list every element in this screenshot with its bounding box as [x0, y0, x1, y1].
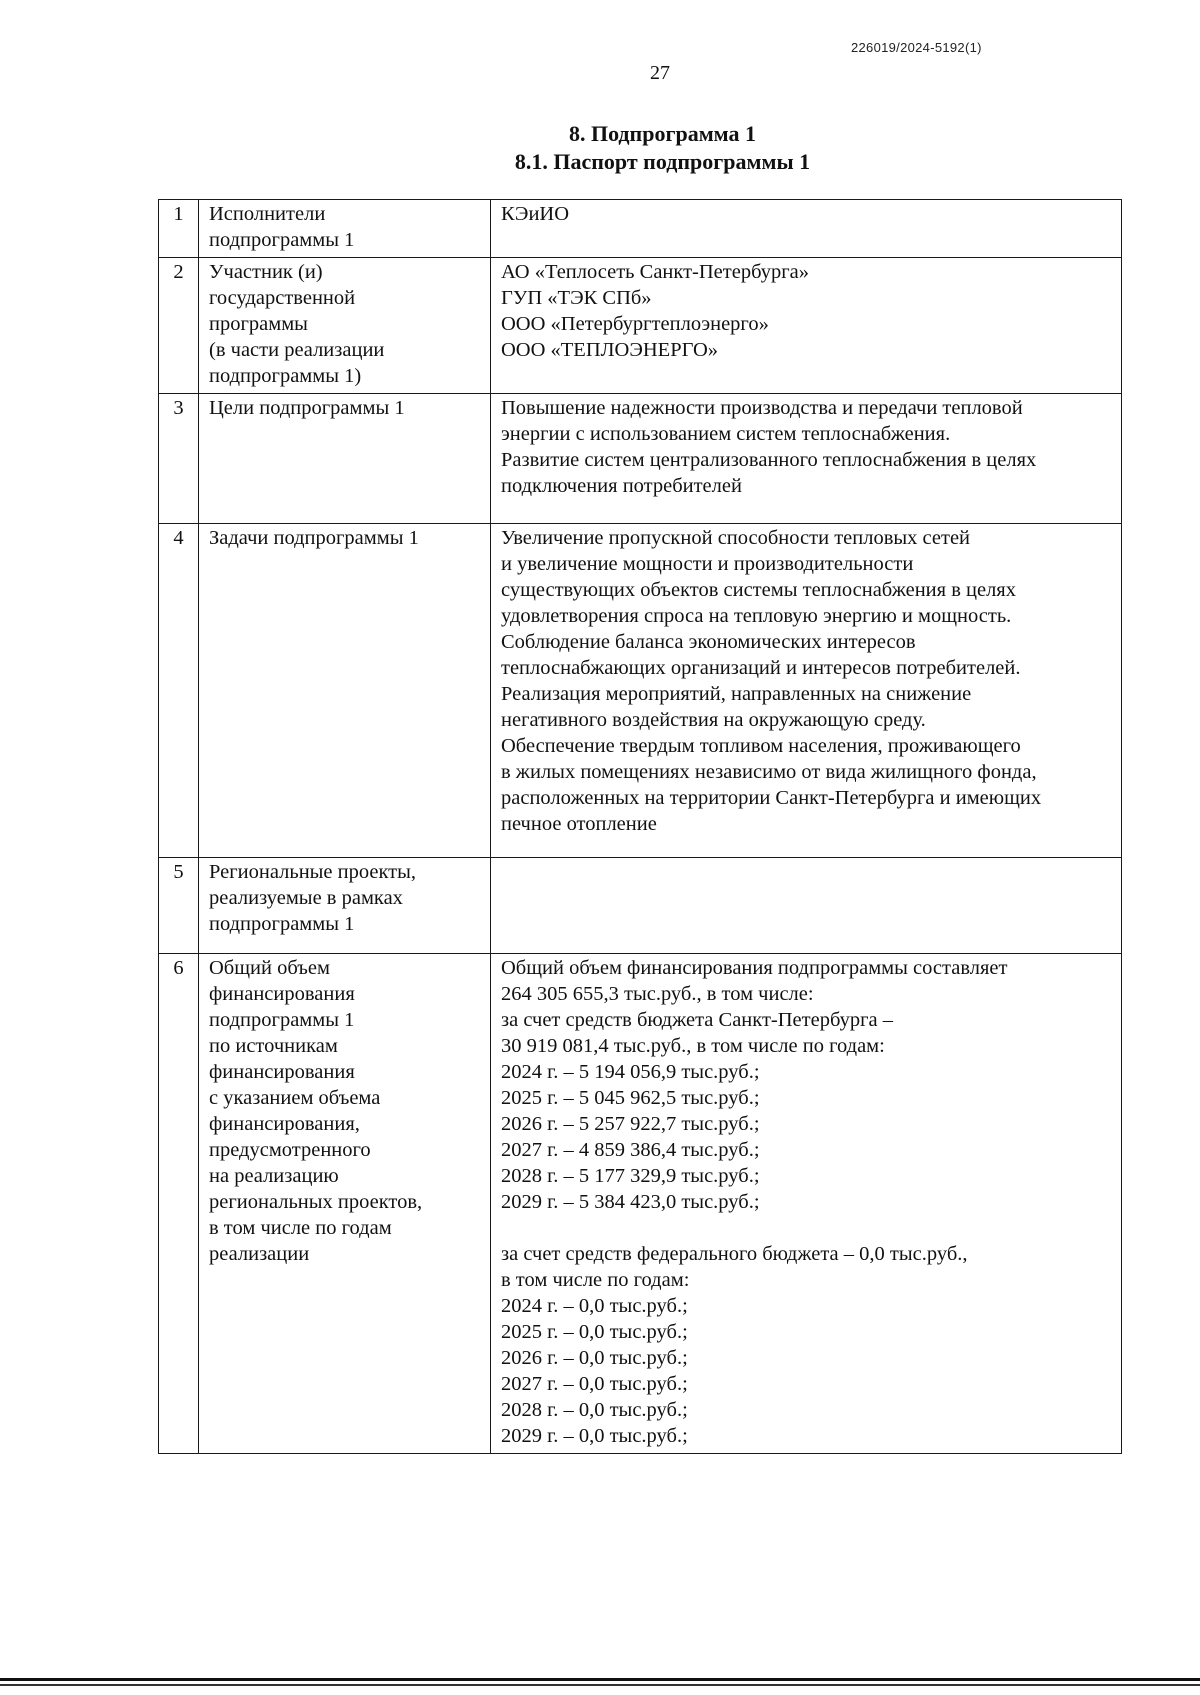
row-label-line: (в части реализации	[209, 339, 385, 361]
row-label-line: предусмотренного	[209, 1139, 371, 1161]
row-value-line: Увеличение пропускной способности тепловых сетей	[501, 527, 971, 549]
row-value	[491, 258, 1122, 394]
row-value-line: 2029 г. – 0,0 тыс.руб.;	[501, 1425, 688, 1447]
row-value	[491, 858, 1122, 954]
row-value-line: 2027 г. – 0,0 тыс.руб.;	[501, 1373, 688, 1395]
scan-edge-line	[0, 1684, 1200, 1686]
row-value-line: ООО «ТЕПЛОЭНЕРГО»	[501, 339, 719, 361]
scan-edge-line	[0, 1678, 1200, 1681]
row-value-line: 2026 г. – 5 257 922,7 тыс.руб.;	[501, 1113, 760, 1135]
row-label-line: Участник (и)	[209, 261, 323, 283]
row-value-line: за счет средств федерального бюджета – 0,0 тыс.руб.,	[501, 1243, 968, 1265]
row-value-line: Обеспечение твердым топливом населения, проживающего	[501, 735, 1021, 757]
row-number: 1	[159, 200, 199, 258]
row-value-line: 2027 г. – 4 859 386,4 тыс.руб.;	[501, 1139, 760, 1161]
row-label	[199, 858, 491, 954]
row-value-line: и увеличение мощности и производительности	[501, 553, 914, 575]
row-label	[199, 394, 491, 524]
row-label	[199, 524, 491, 858]
page-number: 27	[650, 62, 670, 84]
row-number: 4	[159, 524, 199, 858]
row-label-line: в том числе по годам	[209, 1217, 392, 1239]
subprogram-passport-table	[158, 199, 1122, 1454]
row-value-line: ГУП «ТЭК СПб»	[501, 287, 652, 309]
row-value-line: АО «Теплосеть Санкт-Петербурга»	[501, 261, 809, 283]
row-value-line: за счет средств бюджета Санкт-Петербурга –	[501, 1009, 893, 1031]
row-label-line: Региональные проекты,	[209, 861, 417, 883]
row-value-line: 264 305 655,3 тыс.руб., в том числе:	[501, 983, 814, 1005]
row-value	[491, 524, 1122, 858]
row-value-line: существующих объектов системы теплоснабжения в целях	[501, 579, 1016, 601]
passport-row	[159, 524, 1122, 858]
blank-line	[501, 1215, 1111, 1241]
passport-row	[159, 394, 1122, 524]
row-value-line: расположенных на территории Санкт-Петербурга и имеющих	[501, 787, 1042, 809]
section-title: 8. Подпрограмма 1	[568, 121, 757, 146]
row-label	[199, 258, 491, 394]
row-value-line: в том числе по годам:	[501, 1269, 690, 1291]
row-label	[199, 954, 491, 1454]
row-label-line: Цели подпрограммы 1	[209, 397, 405, 419]
row-label-line: финансирования	[209, 1061, 355, 1083]
row-label-line: по источникам	[209, 1035, 338, 1057]
row-value-line: печное отопление	[501, 813, 657, 835]
row-number: 5	[159, 858, 199, 954]
row-value-line: энергии с использованием систем теплоснабжения.	[501, 423, 951, 445]
row-value-line: 2028 г. – 5 177 329,9 тыс.руб.;	[501, 1165, 760, 1187]
passport-table-body	[159, 200, 1122, 1454]
row-value-line: 2025 г. – 5 045 962,5 тыс.руб.;	[501, 1087, 760, 1109]
passport-row	[159, 858, 1122, 954]
row-label-line: подпрограммы 1	[209, 229, 355, 251]
row-number: 2	[159, 258, 199, 394]
row-value	[491, 954, 1122, 1454]
passport-row	[159, 200, 1122, 258]
row-label-line: подпрограммы 1)	[209, 365, 362, 387]
row-value-line: удовлетворения спроса на тепловую энергию и мощность.	[501, 605, 1012, 627]
row-number: 3	[159, 394, 199, 524]
row-value-line: Развитие систем централизованного теплоснабжения в целях	[501, 449, 1037, 471]
row-label-line: Исполнители	[209, 203, 326, 225]
row-label-line: региональных проектов,	[209, 1191, 423, 1213]
row-value-line: 2029 г. – 5 384 423,0 тыс.руб.;	[501, 1191, 760, 1213]
row-value-line: КЭиИО	[501, 203, 570, 225]
row-value-line: 30 919 081,4 тыс.руб., в том числе по годам:	[501, 1035, 885, 1057]
row-label-line: финансирования,	[209, 1113, 360, 1135]
row-value-line: ООО «Петербургтеплоэнерго»	[501, 313, 769, 335]
row-value	[491, 200, 1122, 258]
row-label-line: с указанием объема	[209, 1087, 381, 1109]
row-label-line: программы	[209, 313, 308, 335]
row-value	[491, 394, 1122, 524]
row-value-line: 2028 г. – 0,0 тыс.руб.;	[501, 1399, 688, 1421]
row-value-line: 2025 г. – 0,0 тыс.руб.;	[501, 1321, 688, 1343]
row-value-line: Общий объем финансирования подпрограммы составляет	[501, 957, 1008, 979]
row-label-line: Задачи подпрограммы 1	[209, 527, 419, 549]
passport-row	[159, 258, 1122, 394]
row-label-line: государственной	[209, 287, 356, 309]
row-label-line: реализуемые в рамках	[209, 887, 403, 909]
row-label-line: реализации	[209, 1243, 310, 1265]
row-value-line: Реализация мероприятий, направленных на снижение	[501, 683, 972, 705]
row-value-line: 2026 г. – 0,0 тыс.руб.;	[501, 1347, 688, 1369]
row-value-line: теплоснабжающих организаций и интересов потребителей.	[501, 657, 1021, 679]
row-value-line: Повышение надежности производства и передачи тепловой	[501, 397, 1023, 419]
row-label-line: на реализацию	[209, 1165, 339, 1187]
row-label-line: подпрограммы 1	[209, 913, 355, 935]
section-titles	[0, 120, 1200, 176]
subsection-title: 8.1. Паспорт подпрограммы 1	[514, 149, 811, 174]
row-value-line: 2024 г. – 0,0 тыс.руб.;	[501, 1295, 688, 1317]
row-value-line: 2024 г. – 5 194 056,9 тыс.руб.;	[501, 1061, 760, 1083]
row-value-line: подключения потребителей	[501, 475, 742, 497]
document-registration-number: 226019/2024-5192(1)	[851, 40, 982, 55]
row-value-line: негативного воздействия на окружающую среду.	[501, 709, 926, 731]
row-value-line: в жилых помещениях независимо от вида жилищного фонда,	[501, 761, 1037, 783]
row-value-line: Соблюдение баланса экономических интересов	[501, 631, 916, 653]
passport-row	[159, 954, 1122, 1454]
row-label-line: подпрограммы 1	[209, 1009, 355, 1031]
row-label-line: финансирования	[209, 983, 355, 1005]
row-label-line: Общий объем	[209, 957, 330, 979]
row-label	[199, 200, 491, 258]
row-number: 6	[159, 954, 199, 1454]
